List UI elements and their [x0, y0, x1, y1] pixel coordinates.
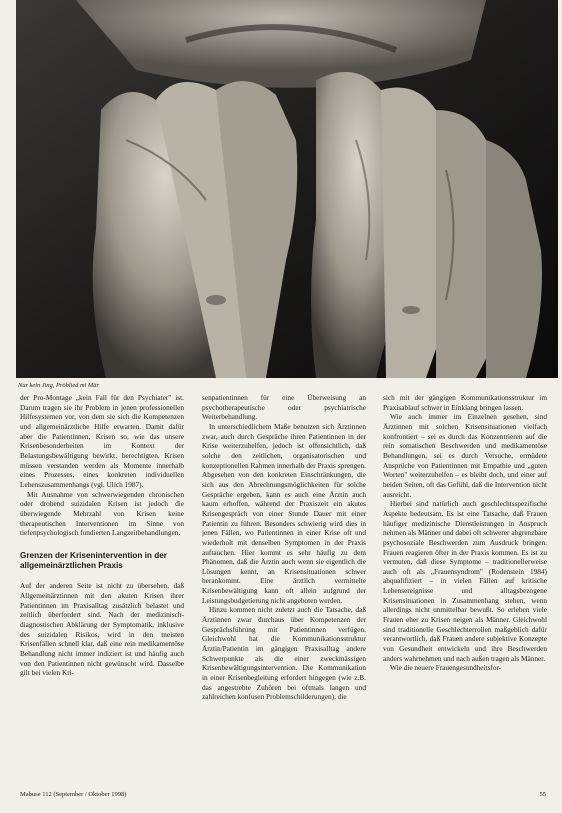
paragraph: Auf der anderen Seite ist nicht zu übersehen, daß Allgemeinärztinnen mit den akuten Krisen ihrer Patientinnen im Praxisalltag zusätzlich belastet und zeitlich überfordert sind. Nach der medizinisch-diagnostischen Abklärung der Symptomatik, inklusive des suizidalen Risikos, wird in den meisten Krisenfällen schnell klar, daß eine rein medikamentöse Behandlung nicht immer indiziert ist und häufig auch von den Patientinnen nicht gewünscht wird. Dasselbe gilt bei vielen Kri-: [20, 581, 184, 678]
photo-hands-covering-face-icon: [16, 0, 558, 378]
paragraph: senpatientinnen für eine Überweisung an psychotherapeutische oder psychiatrische Weiterbehandlung.: [202, 393, 366, 422]
text-column-3: [383, 393, 547, 779]
paragraph: Wie die neuere Frauengesundheitsfor-: [390, 663, 502, 673]
section-heading: Grenzen der Krisenintervention in der allgemeinärztlichen Praxis: [20, 550, 167, 571]
hands-face-photo: [16, 0, 558, 378]
text-column-1: [20, 393, 184, 776]
journal-citation: Mabuse 112 (September / Oktober 1998): [20, 791, 127, 798]
paragraph: Hinzu kommen nicht zuletzt auch die Tatsache, daß Ärztinnen zwar durchaus über Kompetenzen der Gesprächsführung mit Patientinnen verfügen. Gleichwohl hat die Kommunikationsstruktur Ärztin/Patientin im gängigen Praxisalltag andere Schwerpunkte als die einer zweckmässigen Krisenbewältigungsintervention. Die Kommunikation in einer Krisenbegleitung erfordert hingegen (wie z.B. das angestrebte Zuhören bei oftmals langen und zahlreichen konfusen Problemschilderungen), die: [202, 605, 366, 702]
paragraph: In unterschiedlichem Maße benutzen sich Ärztinnen zwar, auch durch Gespräche ihren Patientinnen in der Krise weiterzuhelfen, jedoch ist offensichtlich, daß solche den zeitlichen, organisatorischen und konzeptionellen Rahmen innerhalb der Praxis sprengen. Abgesehen von den konkreten Einschränkungen, die sich aus den Abrechnungsmöglichkeiten für solche Gespräche ergeben, kann es auch eine Ärztin auch kaum erhoffen, während der Praxiszeit ein akutes Krisengespräch von einer Stunde Dauer mit einer Patientin zu führen. Besonders schwierig wird dies in jenen Fällen, wo Patientinnen in einer Krise oft und wiederholt mit denselben Symptomen in der Praxis auftauchen. Hier kommt es sehr häufig zu dem Phänomen, daß die Ärztin auch wenn sie eigentlich die Lösungen kennt, an Krisensituationen schwer herankommt. Eine ärztlich vermittelte Krisenbewältigung kann oft allein aufgrund der Leistungsbudgetierung nicht angeboten werden.: [202, 421, 366, 605]
photo-caption: Nur kein Jing, Pröblied mi Mär: [18, 382, 99, 389]
paragraph: Wie auch immer im Einzelnen gesehen, sind Ärztinnen mit solchen Krisensituationen vielfach konfrontiert – sei es durch das Konzentrieren auf die rein somatischen Beschwerden und medikamentöse Behandlungen, sei es durch Versuche, ermüdete Ansprüche von Patientinnen mit Empathie und „guten Worten" weiterzuhelfen – es bleibt doch, und einer auf beiden Seiten, oft das Gefühl, daß die Intervention nicht ausreicht.: [383, 412, 547, 499]
page-number: 55: [539, 791, 546, 798]
paragraph: der Pro-Montage „kein Fall für den Psychiater" ist. Darum tragen sie ihr Problem in jenen professionellen Hilfesystemen vor, von dem sie sich die Kompetenzen und allgemeinärztliche Hilfe erwarten. Damit dafür aber die Patientinnen, Krisen so, wie das unsere Krisenbesonderheiten im Kontext der Belastungsbewältigung bewirkt, berechtigten. Krisen müssen verstanden werden als Momente innerhalb eines Prozesses, eines konkreten individuellen Lebenszusammenhangs (vgl. Ulich 1987).: [20, 393, 184, 489]
text-column-2: [202, 393, 366, 779]
page-footer: [20, 790, 546, 800]
paragraph: Mit Ausnahme von schwerwiegenden chronischen oder drohend suizidalen Krisen ist jedoch die überwiegende Mehrzahl von Krisen keine therapeutischen Interventionen im Sinne von tiefenpsychologisch fundierten Langzeitbehandlungen.: [20, 489, 184, 538]
paragraph: sich mit der gängigen Kommunikationsstruktur im Praxisablauf schwer in Einklang bringen lassen.: [383, 393, 547, 412]
paragraph: Hierbei sind natürlich auch geschlechtsspezifische Aspekte bedeutsam. Es ist eine Tatsache, daß Frauen häufiger medizinische Dienstleistungen in Anspruch nehmen als Männer und dabei oft schwerer abgrenzbare psychosoziale Beschwerden zum Ausdruck bringen. Frauen reagieren öfter in der Praxis kommen. Es ist zu vermuten, daß diese Symptome – traditionellerweise auch oft als „Frauensyndrom" (Rodenstein 1984) abqualifiziert – in vielen Fällen auf kritische Lebensereignisse und alltagsbezogene Krisensituationen in Zusammenhang stehen, wenn allerdings nicht unmittelbar bewußt. So erleben viele Frauen eher zu Krisen neigen als Männer. Gleichwohl sind traditionelle Geschlechterrollen maßgeblich dafür verantwortlich, daß Frauen andere subjektive Konzepte von Gesundheit entwickeln und ihre Beschwerden anders wahrnehmen und nach außen tragen als Männer.: [383, 499, 547, 663]
